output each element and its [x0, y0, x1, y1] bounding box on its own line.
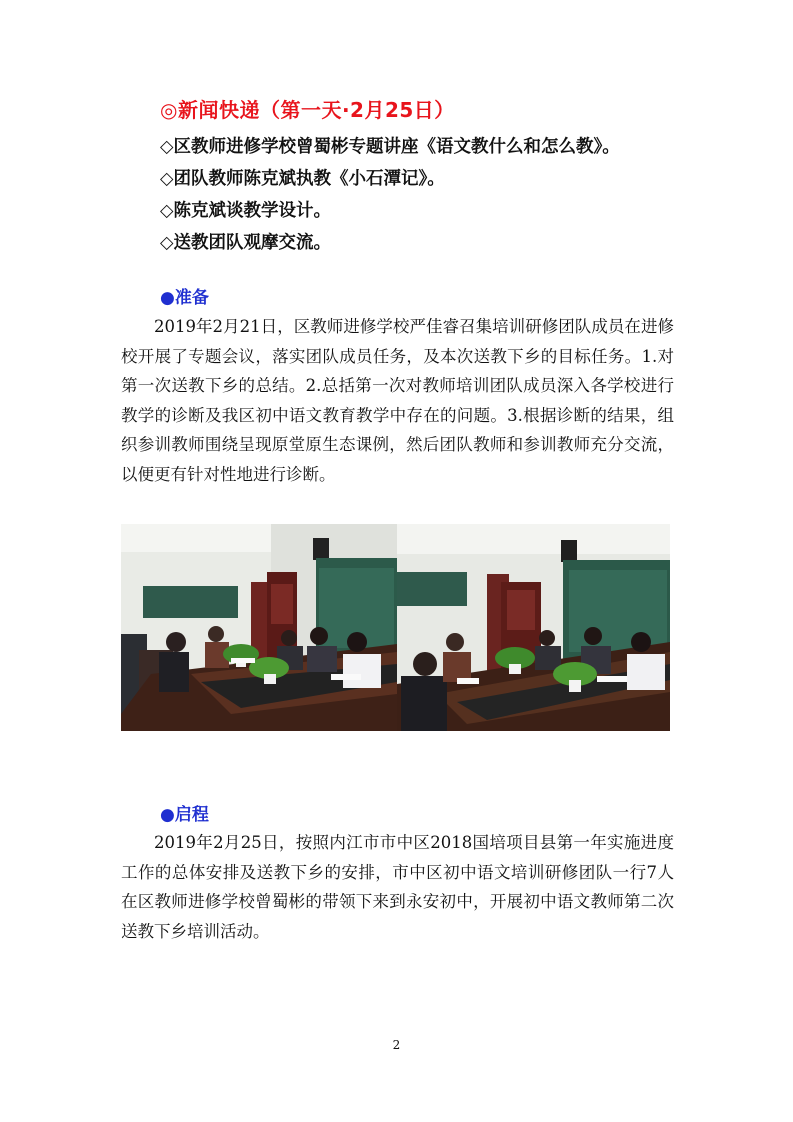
meeting-photo-left: [121, 524, 397, 731]
news-bullet-2: ◇团队教师陈克斌执教《小石潭记》。: [160, 169, 445, 189]
news-bullet-list: [160, 131, 620, 259]
news-bullet-1: ◇区教师进修学校曾蜀彬专题讲座《语文教什么和怎么教》。: [160, 137, 620, 157]
section-paragraph-prepare: 2019年2月21日，区教师进修学校严佳睿召集培训研修团队成员在进修校开展了专题会议，落实团队成员任务，及本次送教下乡的目标任务。1.对第一次送教下乡的总结。2.总括第一次对教师培训团队成员深入各学校进行教学的诊断及我区初中语文教育教学中存在的问题。3.根据诊断的结果，组织参训教师围绕呈现原堂原生态课例，然后团队教师和参训教师充分交流，以便更有针对性地进行诊断。: [121, 317, 674, 484]
news-bullet-4: ◇送教团队观摩交流。: [160, 233, 331, 253]
news-headline: ◎新闻快递（第一天·2月25日）: [160, 98, 455, 122]
meeting-photo-right: [397, 524, 670, 731]
news-bullet-3: ◇陈克斌谈教学设计。: [160, 201, 331, 221]
section-heading-depart: ●启程: [160, 805, 209, 825]
page-number: 2: [392, 1038, 401, 1052]
section-paragraph-depart: 2019年2月25日，按照内江市市中区2018国培项目县第一年实施进度工作的总体安排及送教下乡的安排，市中区初中语文培训研修团队一行7人在区教师进修学校曾蜀彬的带领下来到永安初中，开展初中语文教师第二次送教下乡培训活动。: [121, 833, 674, 941]
section-heading-prepare: ●准备: [160, 288, 209, 308]
